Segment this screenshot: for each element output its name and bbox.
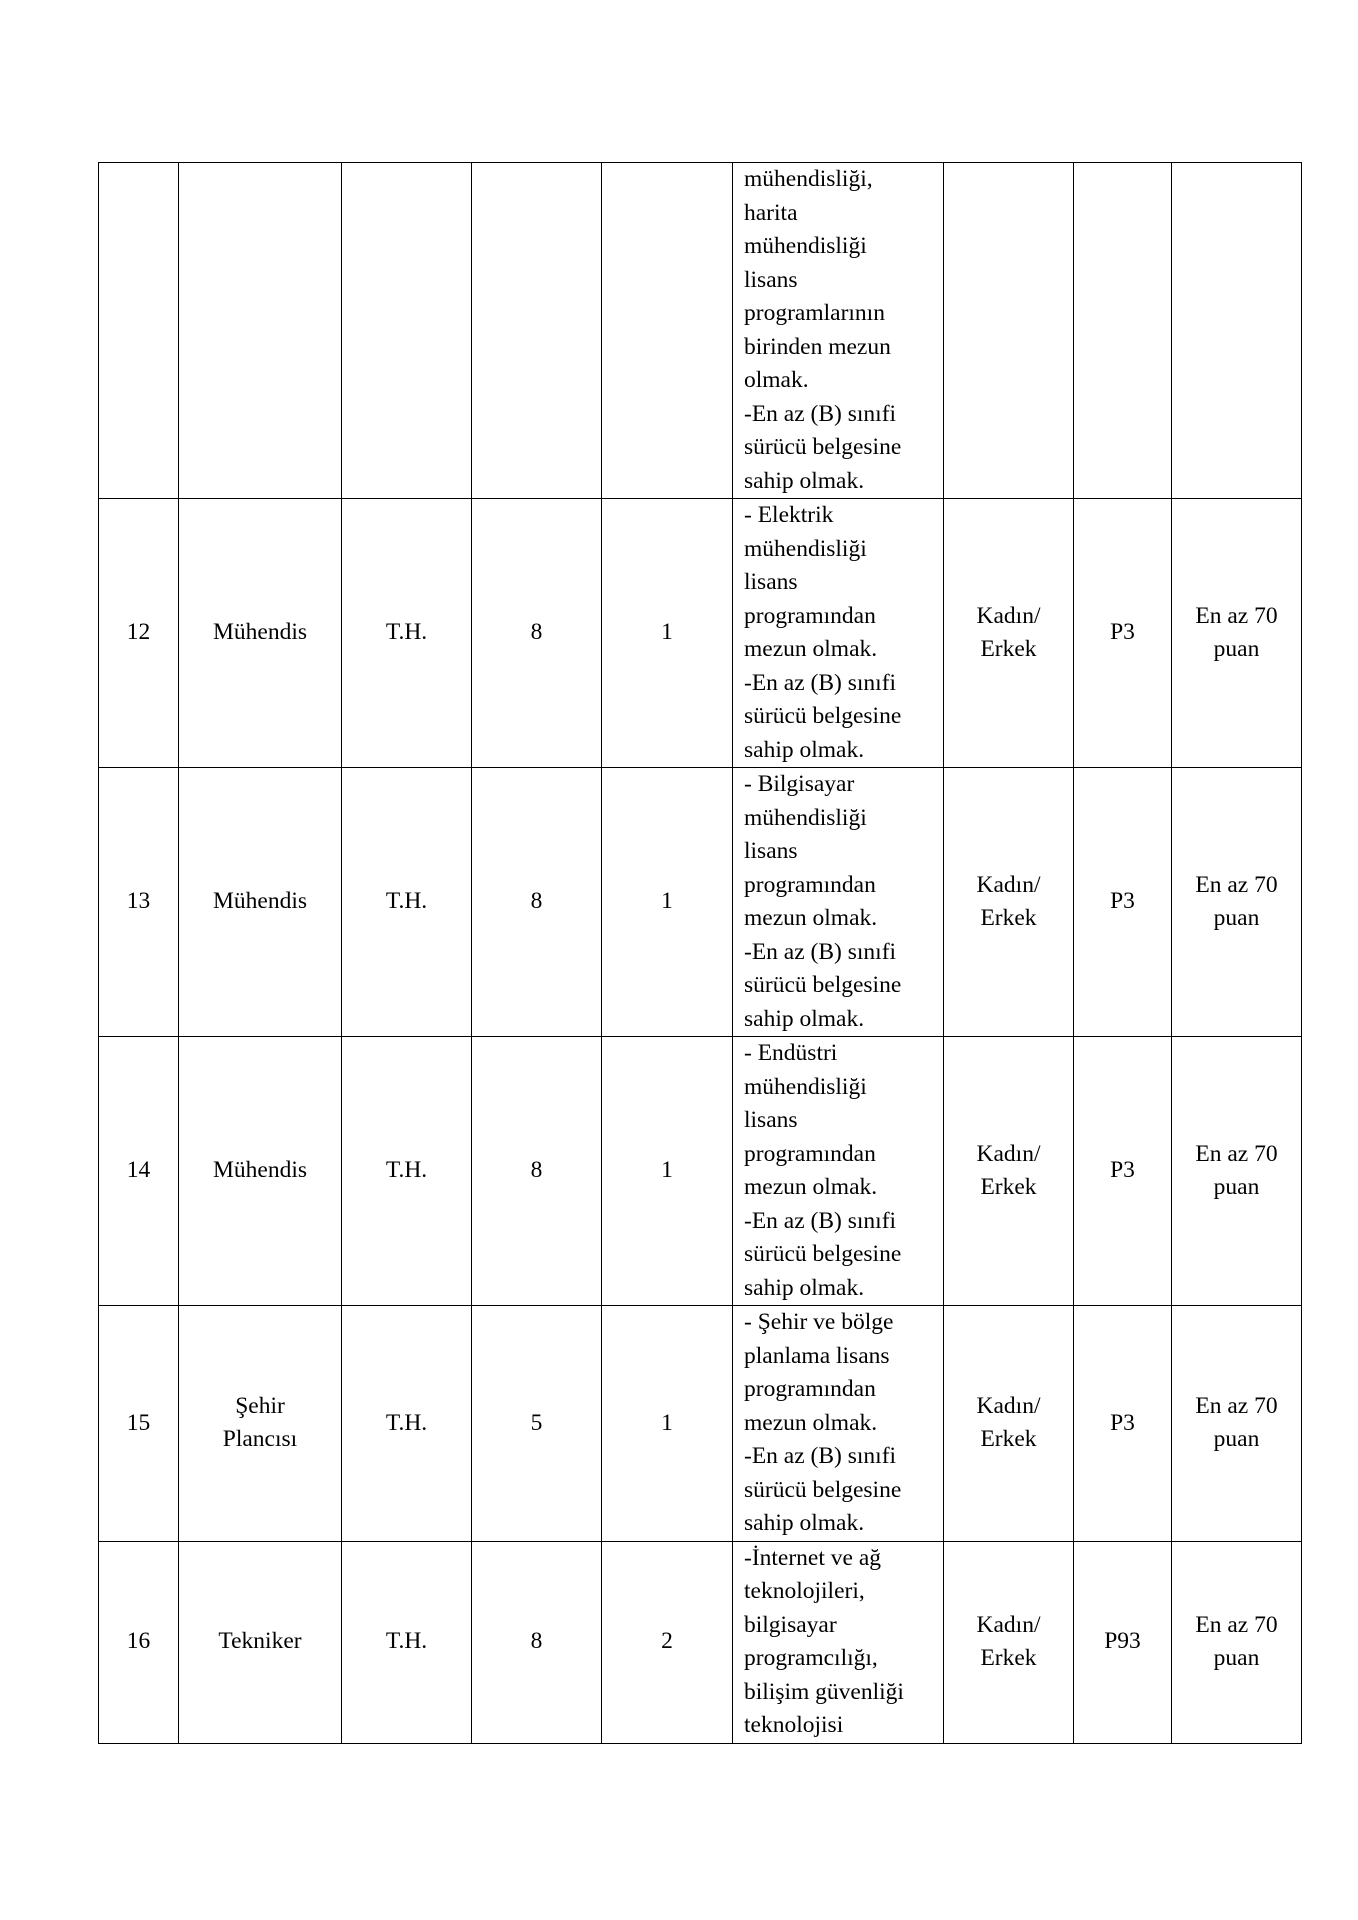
requirement-line: programından — [744, 1376, 876, 1402]
requirement-line: mezun olmak. — [744, 1409, 878, 1436]
score-line: puan — [1213, 1645, 1260, 1671]
requirement-line: sürücü belgesine — [744, 434, 902, 460]
cell-score — [1172, 768, 1302, 1037]
cell-requirements — [733, 499, 944, 768]
cell-grade — [472, 163, 602, 499]
cell-requirements — [733, 768, 944, 1037]
requirement-line: sürücü belgesine — [744, 1476, 902, 1503]
requirement-line: -En az (B) sınıfi — [744, 938, 897, 965]
cell-gender — [944, 768, 1074, 1037]
cell-class: T.H. — [342, 1541, 472, 1743]
cell-no: 13 — [99, 768, 179, 1037]
cell-class: T.H. — [342, 1037, 472, 1306]
score-line: En az 70 — [1195, 1611, 1278, 1638]
cell-no: 12 — [99, 499, 179, 768]
table-row — [99, 1037, 1302, 1306]
cell-title — [179, 499, 342, 768]
requirement-line: sürücü belgesine — [744, 972, 902, 998]
requirement-line: olmak. — [744, 367, 809, 393]
requirement-line: sahip olmak. — [744, 1510, 865, 1536]
cell-gender — [944, 1037, 1074, 1306]
requirement-line: teknolojileri, — [744, 1578, 865, 1604]
requirement-line: sahip olmak. — [744, 736, 865, 763]
requirement-line: birinden mezun — [744, 333, 891, 360]
cell-kpss: P3 — [1074, 1037, 1172, 1306]
table-row — [99, 768, 1302, 1037]
cell-count — [602, 163, 733, 499]
requirement-line: -En az (B) sınıfi — [744, 1207, 897, 1234]
requirement-line: programından — [744, 871, 876, 898]
table-row — [99, 499, 1302, 768]
gender-line: Erkek — [980, 905, 1037, 931]
cell-gender — [944, 1306, 1074, 1542]
cell-gender — [944, 1541, 1074, 1743]
requirement-line: - Endüstri — [744, 1040, 838, 1066]
cell-no: 14 — [99, 1037, 179, 1306]
cell-count: 1 — [602, 499, 733, 768]
cell-count: 2 — [602, 1541, 733, 1743]
cell-count: 1 — [602, 1306, 733, 1542]
cell-grade: 5 — [472, 1306, 602, 1542]
gender-line: Kadın/ — [976, 1140, 1041, 1167]
cell-grade: 8 — [472, 768, 602, 1037]
requirement-line: sürücü belgesine — [744, 1241, 902, 1267]
requirement-line: programından — [744, 1140, 876, 1167]
cell-count: 1 — [602, 1037, 733, 1306]
cell-requirements — [733, 163, 944, 499]
cell-title — [179, 1306, 342, 1542]
score-line: En az 70 — [1195, 1140, 1278, 1167]
cell-title — [179, 1541, 342, 1743]
requirement-line: sahip olmak. — [744, 467, 865, 494]
cell-grade: 8 — [472, 1541, 602, 1743]
requirement-line: programından — [744, 602, 876, 629]
cell-kpss — [1074, 163, 1172, 499]
gender-line: Kadın/ — [976, 1611, 1041, 1638]
score-line: puan — [1213, 636, 1260, 662]
cell-requirements — [733, 1541, 944, 1743]
cell-class: T.H. — [342, 499, 472, 768]
title-line: Plancısı — [222, 1426, 298, 1453]
requirement-line: mühendisliği — [744, 1073, 867, 1100]
cell-title — [179, 768, 342, 1037]
title-line: Şehir — [235, 1392, 285, 1419]
score-line: En az 70 — [1195, 1392, 1278, 1419]
gender-line: Erkek — [980, 1645, 1037, 1671]
requirement-line: programcılığı, — [744, 1645, 878, 1671]
requirement-line: lisans — [744, 569, 798, 595]
requirement-line: mezun olmak. — [744, 1174, 878, 1200]
gender-line: Kadın/ — [976, 871, 1041, 898]
cell-gender — [944, 163, 1074, 499]
cell-grade: 8 — [472, 1037, 602, 1306]
table-row-continuation — [99, 163, 1302, 499]
requirement-line: harita — [744, 199, 798, 226]
title-line: Mühendis — [213, 888, 307, 915]
score-line: En az 70 — [1195, 871, 1278, 898]
cell-score — [1172, 163, 1302, 499]
cell-no — [99, 163, 179, 499]
cell-no: 15 — [99, 1306, 179, 1542]
requirement-line: programlarının — [744, 300, 885, 326]
requirement-line: bilgisayar — [744, 1611, 837, 1638]
requirement-line: -En az (B) sınıfi — [744, 669, 897, 696]
cell-class: T.H. — [342, 1306, 472, 1542]
requirement-line: sahip olmak. — [744, 1005, 865, 1032]
requirement-line: sürücü belgesine — [744, 703, 902, 729]
table-row — [99, 1306, 1302, 1542]
requirement-line: lisans — [744, 266, 798, 293]
cell-title — [179, 1037, 342, 1306]
requirement-line: lisans — [744, 838, 798, 864]
requirements-table — [98, 162, 1302, 1744]
requirement-line: - Bilgisayar — [744, 771, 855, 797]
score-line: En az 70 — [1195, 602, 1278, 629]
requirement-line: mühendisliği — [744, 535, 867, 562]
requirement-line: mezun olmak. — [744, 905, 878, 931]
gender-line: Kadın/ — [976, 1392, 1041, 1419]
gender-line: Kadın/ — [976, 602, 1041, 629]
title-line: Mühendis — [213, 619, 307, 646]
cell-kpss: P3 — [1074, 499, 1172, 768]
cell-class — [342, 163, 472, 499]
cell-no: 16 — [99, 1541, 179, 1743]
requirement-line: -İnternet ve ağ — [744, 1544, 882, 1571]
requirement-line: - Şehir ve bölge — [744, 1309, 894, 1335]
score-line: puan — [1213, 905, 1260, 931]
cell-score — [1172, 1037, 1302, 1306]
cell-count: 1 — [602, 768, 733, 1037]
score-line: puan — [1213, 1174, 1260, 1200]
cell-score — [1172, 1541, 1302, 1743]
requirement-line: bilişim güvenliği — [744, 1678, 904, 1705]
gender-line: Erkek — [980, 1426, 1037, 1453]
requirement-line: teknolojisi — [744, 1712, 844, 1738]
cell-score — [1172, 1306, 1302, 1542]
requirement-line: -En az (B) sınıfi — [744, 1443, 897, 1469]
cell-class: T.H. — [342, 768, 472, 1037]
cell-grade: 8 — [472, 499, 602, 768]
requirement-line: mühendisliği — [744, 233, 867, 259]
requirement-line: - Elektrik — [744, 502, 834, 528]
cell-title — [179, 163, 342, 499]
cell-gender — [944, 499, 1074, 768]
cell-kpss: P93 — [1074, 1541, 1172, 1743]
title-line: Tekniker — [218, 1628, 302, 1655]
cell-kpss: P3 — [1074, 768, 1172, 1037]
requirement-line: sahip olmak. — [744, 1274, 865, 1301]
gender-line: Erkek — [980, 1174, 1037, 1200]
requirement-line: mezun olmak. — [744, 636, 878, 662]
requirement-line: planlama lisans — [744, 1342, 890, 1369]
title-line: Mühendis — [213, 1157, 307, 1184]
cell-requirements — [733, 1037, 944, 1306]
requirement-line: lisans — [744, 1107, 798, 1133]
score-line: puan — [1213, 1426, 1260, 1453]
requirement-line: mühendisliği, — [744, 166, 873, 192]
table-row — [99, 1541, 1302, 1743]
requirement-line: mühendisliği — [744, 804, 867, 831]
cell-score — [1172, 499, 1302, 768]
cell-requirements — [733, 1306, 944, 1542]
gender-line: Erkek — [980, 636, 1037, 662]
requirement-line: -En az (B) sınıfi — [744, 400, 897, 427]
cell-kpss: P3 — [1074, 1306, 1172, 1542]
